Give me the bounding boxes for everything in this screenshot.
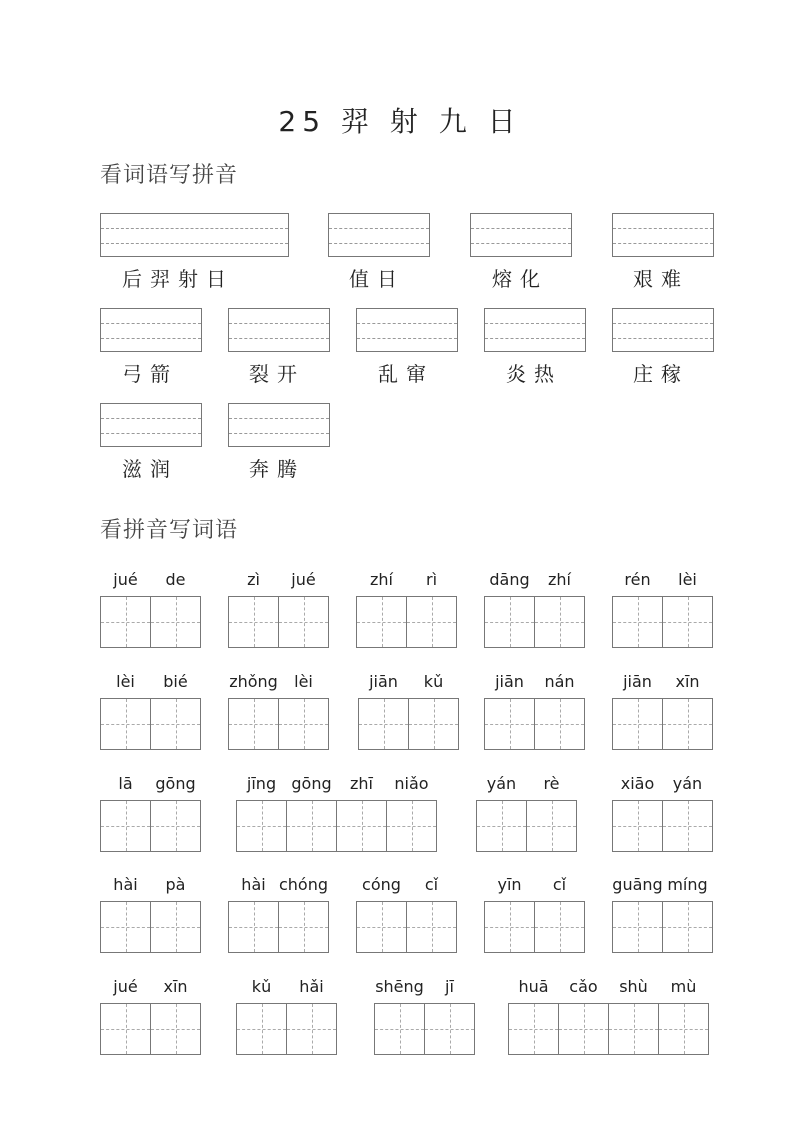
pinyin-syllable: xiāo <box>620 774 655 793</box>
pinyin-box[interactable] <box>100 213 289 257</box>
pinyin-box[interactable] <box>484 308 586 352</box>
tianzige-cell[interactable] <box>612 596 663 648</box>
tianzige-grid[interactable] <box>612 901 713 953</box>
word: 后羿射日 <box>122 267 234 291</box>
pinyin-syllable: rì <box>425 570 438 589</box>
pinyin-syllable: jī <box>445 977 454 996</box>
pinyin-syllable: jué <box>291 570 316 589</box>
tianzige-cell[interactable] <box>608 1003 659 1055</box>
pinyin-syllable: zhí <box>370 570 393 589</box>
pinyin-syllable: rè <box>543 774 560 793</box>
pinyin-syllable: lèi <box>678 570 697 589</box>
pinyin-syllable: zhī <box>350 774 373 793</box>
tianzige-grid[interactable] <box>612 800 713 852</box>
tianzige-cell[interactable] <box>278 698 329 750</box>
tianzige-grid[interactable] <box>374 1003 475 1055</box>
pinyin-syllable: niǎo <box>394 774 429 793</box>
page-title: 25 羿 射 九 日 <box>278 105 522 138</box>
word: 裂开 <box>249 362 305 386</box>
tianzige-cell[interactable] <box>662 901 713 953</box>
tianzige-cell[interactable] <box>100 596 151 648</box>
tianzige-cell[interactable] <box>100 901 151 953</box>
tianzige-cell[interactable] <box>662 698 713 750</box>
tianzige-cell[interactable] <box>662 596 713 648</box>
pinyin-syllable: rén <box>624 570 651 589</box>
word: 熔化 <box>492 267 548 291</box>
tianzige-cell[interactable] <box>150 698 201 750</box>
tianzige-grid[interactable] <box>228 901 329 953</box>
tianzige-cell[interactable] <box>100 1003 151 1055</box>
pinyin-syllable: dāng <box>489 570 530 589</box>
tianzige-cell[interactable] <box>658 1003 709 1055</box>
pinyin-syllable: cǎo <box>569 977 598 996</box>
tianzige-cell[interactable] <box>508 1003 559 1055</box>
tianzige-grid[interactable] <box>236 800 437 852</box>
pinyin-syllable: shēng <box>375 977 424 996</box>
pinyin-syllable: chóng <box>278 875 329 894</box>
pinyin-syllable: jīng <box>246 774 277 793</box>
pinyin-syllable: yīn <box>497 875 522 894</box>
word: 弓箭 <box>122 362 178 386</box>
pinyin-syllable: gōng <box>291 774 332 793</box>
tianzige-cell[interactable] <box>150 1003 201 1055</box>
tianzige-grid[interactable] <box>100 698 201 750</box>
tianzige-cell[interactable] <box>236 800 287 852</box>
pinyin-syllable: lā <box>118 774 133 793</box>
tianzige-grid[interactable] <box>356 901 457 953</box>
pinyin-box[interactable] <box>228 308 330 352</box>
tianzige-cell[interactable] <box>358 698 409 750</box>
pinyin-syllable: cǐ <box>424 875 439 894</box>
pinyin-syllable: lèi <box>116 672 135 691</box>
tianzige-grid[interactable] <box>484 901 585 953</box>
word: 庄稼 <box>633 362 689 386</box>
section-title-look-pinyin-write-words: 看拼音写词语 <box>100 518 239 543</box>
tianzige-cell[interactable] <box>374 1003 425 1055</box>
tianzige-cell[interactable] <box>484 596 535 648</box>
pinyin-syllable: cóng <box>362 875 401 894</box>
tianzige-cell[interactable] <box>236 1003 287 1055</box>
pinyin-syllable: shù <box>619 977 648 996</box>
pinyin-syllable: hài <box>241 875 266 894</box>
tianzige-cell[interactable] <box>424 1003 475 1055</box>
tianzige-cell[interactable] <box>356 901 407 953</box>
tianzige-cell[interactable] <box>612 800 663 852</box>
tianzige-cell[interactable] <box>356 596 407 648</box>
pinyin-syllable: yán <box>672 774 703 793</box>
tianzige-cell[interactable] <box>228 901 279 953</box>
pinyin-syllable: nán <box>544 672 575 691</box>
tianzige-grid[interactable] <box>484 698 585 750</box>
tianzige-grid[interactable] <box>356 596 457 648</box>
tianzige-cell[interactable] <box>484 901 535 953</box>
pinyin-syllable: bié <box>163 672 188 691</box>
tianzige-grid[interactable] <box>100 1003 201 1055</box>
tianzige-cell[interactable] <box>406 596 457 648</box>
tianzige-grid[interactable] <box>484 596 585 648</box>
tianzige-cell[interactable] <box>526 800 577 852</box>
tianzige-cell[interactable] <box>534 596 585 648</box>
pinyin-syllable: jiān <box>623 672 652 691</box>
tianzige-grid[interactable] <box>508 1003 709 1055</box>
pinyin-box[interactable] <box>100 308 202 352</box>
tianzige-cell[interactable] <box>150 596 201 648</box>
pinyin-syllable: xīn <box>163 977 188 996</box>
tianzige-cell[interactable] <box>336 800 387 852</box>
tianzige-grid[interactable] <box>236 1003 337 1055</box>
tianzige-cell[interactable] <box>386 800 437 852</box>
pinyin-box[interactable] <box>470 213 572 257</box>
tianzige-grid[interactable] <box>228 698 329 750</box>
tianzige-cell[interactable] <box>150 901 201 953</box>
pinyin-syllable: xīn <box>675 672 700 691</box>
word: 炎热 <box>506 362 562 386</box>
pinyin-syllable: zhǒng <box>229 672 278 691</box>
pinyin-syllable: jiān <box>369 672 398 691</box>
tianzige-cell[interactable] <box>228 698 279 750</box>
pinyin-syllable: jiān <box>495 672 524 691</box>
word: 乱窜 <box>378 362 434 386</box>
word: 滋润 <box>122 457 178 481</box>
word: 艰难 <box>633 267 689 291</box>
pinyin-syllable: mù <box>670 977 697 996</box>
tianzige-grid[interactable] <box>358 698 459 750</box>
tianzige-cell[interactable] <box>278 901 329 953</box>
word: 奔腾 <box>249 457 305 481</box>
pinyin-syllable: huā <box>518 977 549 996</box>
tianzige-cell[interactable] <box>534 698 585 750</box>
tianzige-cell[interactable] <box>408 698 459 750</box>
pinyin-box[interactable] <box>612 213 714 257</box>
tianzige-cell[interactable] <box>100 698 151 750</box>
pinyin-syllable: yán <box>486 774 517 793</box>
tianzige-grid[interactable] <box>100 901 201 953</box>
tianzige-cell[interactable] <box>406 901 457 953</box>
section-title-look-words-write-pinyin: 看词语写拼音 <box>100 163 239 188</box>
tianzige-grid[interactable] <box>612 596 713 648</box>
pinyin-syllable: jué <box>113 570 138 589</box>
tianzige-cell[interactable] <box>150 800 201 852</box>
pinyin-syllable: hài <box>113 875 138 894</box>
tianzige-grid[interactable] <box>476 800 577 852</box>
tianzige-cell[interactable] <box>476 800 527 852</box>
pinyin-box[interactable] <box>100 403 202 447</box>
tianzige-cell[interactable] <box>612 901 663 953</box>
tianzige-grid[interactable] <box>100 596 201 648</box>
tianzige-cell[interactable] <box>286 800 337 852</box>
pinyin-syllable: guāng <box>612 875 663 894</box>
pinyin-box[interactable] <box>328 213 430 257</box>
tianzige-cell[interactable] <box>612 698 663 750</box>
tianzige-cell[interactable] <box>484 698 535 750</box>
tianzige-grid[interactable] <box>612 698 713 750</box>
pinyin-syllable: kǔ <box>423 672 444 691</box>
pinyin-syllable: jué <box>113 977 138 996</box>
pinyin-syllable: kǔ <box>251 977 272 996</box>
word: 值日 <box>349 267 405 291</box>
tianzige-cell[interactable] <box>558 1003 609 1055</box>
tianzige-grid[interactable] <box>228 596 329 648</box>
tianzige-cell[interactable] <box>286 1003 337 1055</box>
pinyin-box[interactable] <box>612 308 714 352</box>
pinyin-syllable: pà <box>165 875 186 894</box>
pinyin-syllable: lèi <box>294 672 313 691</box>
tianzige-cell[interactable] <box>100 800 151 852</box>
pinyin-syllable: cǐ <box>552 875 567 894</box>
tianzige-grid[interactable] <box>100 800 201 852</box>
pinyin-syllable: zì <box>247 570 260 589</box>
pinyin-syllable: gōng <box>155 774 196 793</box>
pinyin-syllable: de <box>165 570 186 589</box>
pinyin-syllable: zhí <box>548 570 571 589</box>
pinyin-box[interactable] <box>356 308 458 352</box>
pinyin-box[interactable] <box>228 403 330 447</box>
tianzige-cell[interactable] <box>278 596 329 648</box>
tianzige-cell[interactable] <box>534 901 585 953</box>
tianzige-cell[interactable] <box>662 800 713 852</box>
pinyin-syllable: hǎi <box>299 977 324 996</box>
tianzige-cell[interactable] <box>228 596 279 648</box>
pinyin-syllable: míng <box>667 875 708 894</box>
